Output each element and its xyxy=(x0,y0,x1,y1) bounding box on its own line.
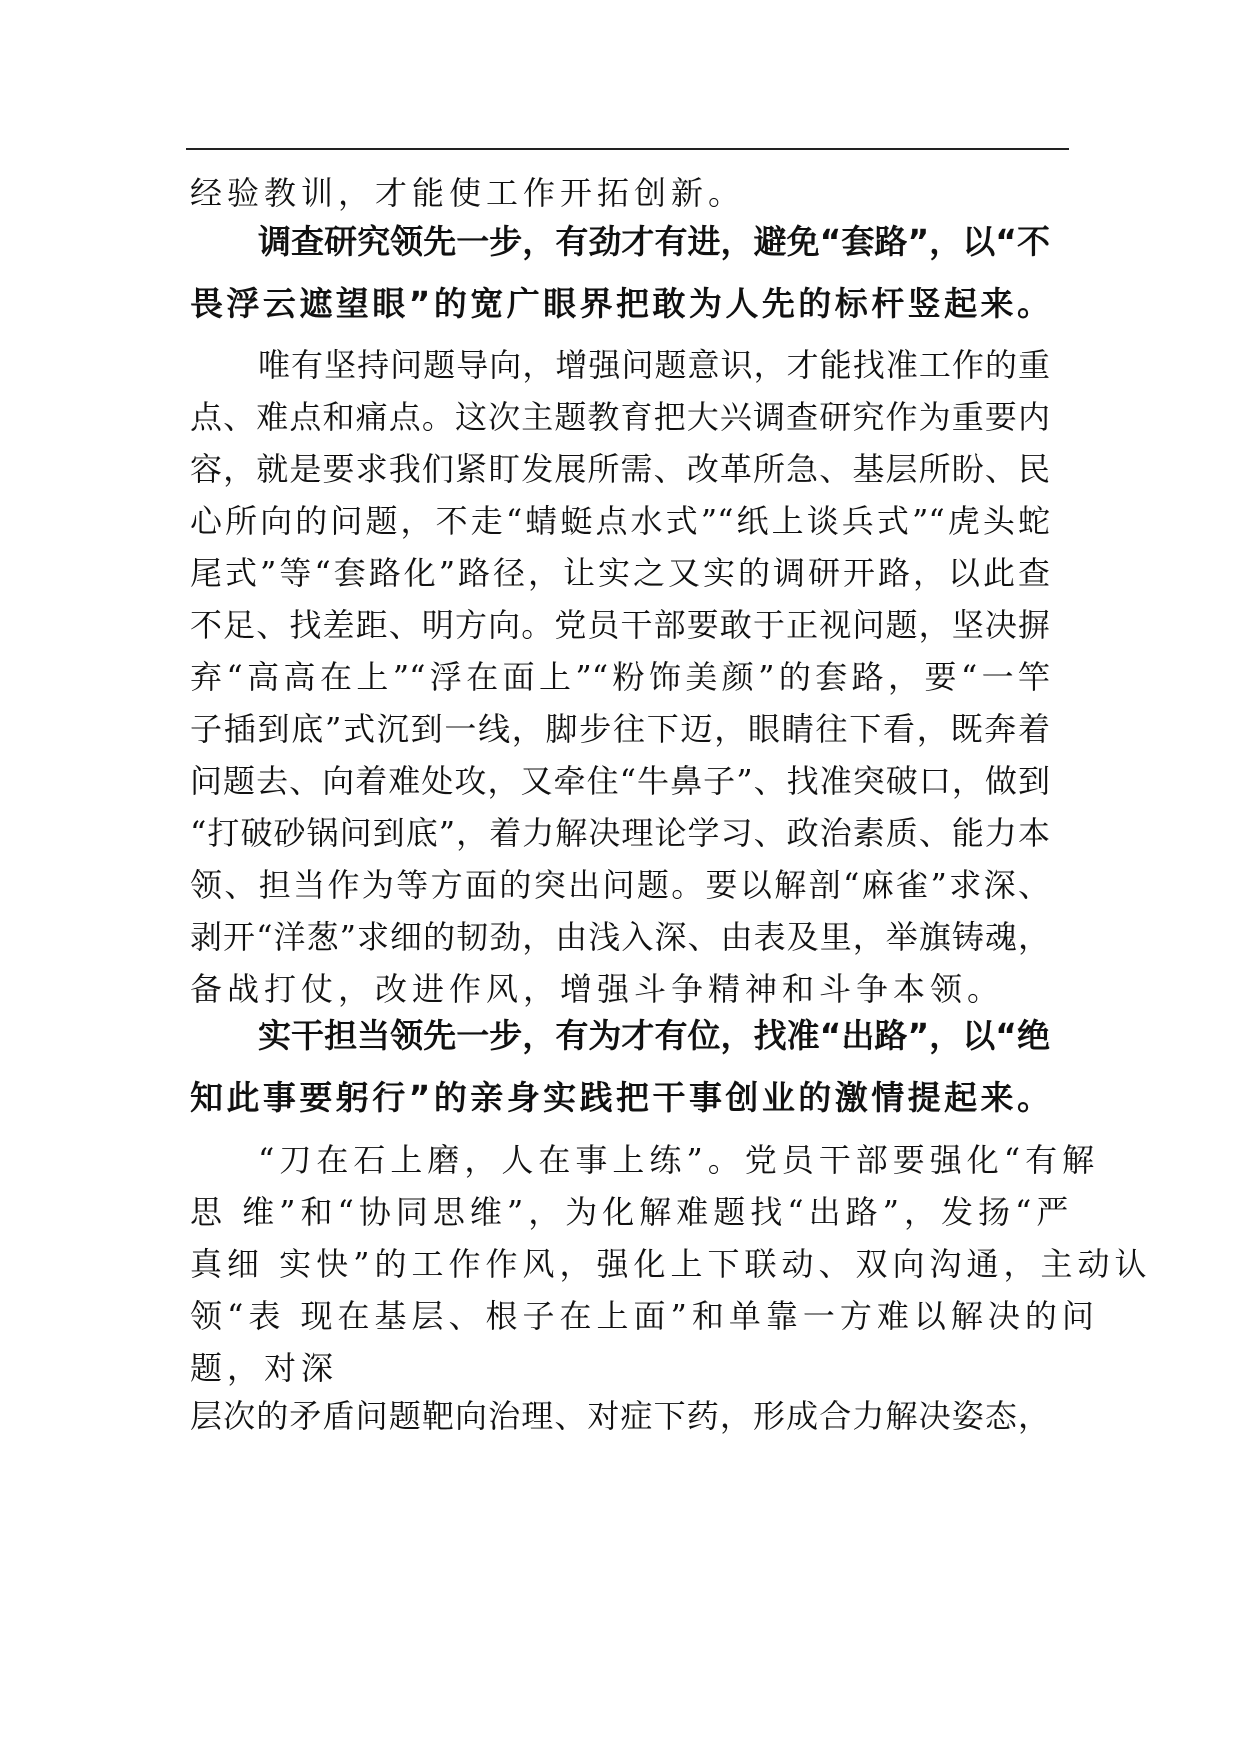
text-line-4: 容，就是要求我们紧盯发展所需、改革所急、基层所盼、民 xyxy=(190,450,1050,488)
text-line-17: 真细 实快”的工作作风，强化上下联动、双向沟通，主动认 xyxy=(190,1245,1152,1283)
bold-heading-line-2: 畏浮云遮望眼”的宽广眼界把敢为人先的标杆竖起来。 xyxy=(190,284,1050,323)
text-line-6: 尾式”等“套路化”路径，让实之又实的调研开路，以此查 xyxy=(190,554,1050,592)
text-line-7: 不足、找差距、明方向。党员干部要敢于正视问题，坚决摒 xyxy=(190,606,1050,644)
text-line-11: “打破砂锅问到底”，着力解决理论学习、政治素质、能力本 xyxy=(190,814,1050,852)
bold-heading-line-4: 知此事要躬行”的亲身实践把干事创业的激情提起来。 xyxy=(190,1078,1050,1117)
text-line-3: 点、难点和痛点。这次主题教育把大兴调查研究作为重要内 xyxy=(190,398,1050,436)
text-line-9: 子插到底”式沉到一线，脚步往下迈，眼睛往下看，既奔着 xyxy=(190,710,1050,748)
text-line-18: 领“表 现在基层、根子在上面”和单靠一方难以解决的问 xyxy=(190,1297,1099,1335)
bold-heading-line-3: 实干担当领先一步，有为才有位，找准“出路”，以“绝 xyxy=(258,1016,1050,1055)
text-line-2: 唯有坚持问题导向，增强问题意识，才能找准工作的重 xyxy=(258,346,1050,384)
header-rule xyxy=(186,148,1069,150)
text-line-16: 思 维”和“协同思维”，为化解难题找“出路”，发扬“严 xyxy=(190,1193,1074,1231)
text-line-5: 心所向的问题，不走“蜻蜓点水式”“纸上谈兵式”“虎头蛇 xyxy=(190,502,1050,540)
text-line-1: 经验教训，才能使工作开拓创新。 xyxy=(190,174,746,212)
text-line-20: 层次的矛盾问题靶向治理、对症下药，形成合力解决姿态， xyxy=(190,1397,1050,1435)
text-line-19: 题，对深 xyxy=(190,1349,339,1387)
text-line-8: 弃“高高在上”“浮在面上”“粉饰美颜”的套路，要“一竿 xyxy=(190,658,1050,696)
text-line-10: 问题去、向着难处攻，又牵住“牛鼻子”、找准突破口，做到 xyxy=(190,762,1050,800)
text-line-13: 剥开“洋葱”求细的韧劲，由浅入深、由表及里，举旗铸魂， xyxy=(190,918,1050,956)
text-line-15: “刀在石上磨，人在事上练”。党员干部要强化“有解 xyxy=(258,1141,1100,1179)
bold-heading-line-1: 调查研究领先一步，有劲才有进，避免“套路”，以“不 xyxy=(258,222,1050,261)
text-line-12: 领、担当作为等方面的突出问题。要以解剖“麻雀”求深、 xyxy=(190,866,1050,904)
text-line-14: 备战打仗，改进作风，增强斗争精神和斗争本领。 xyxy=(190,970,1005,1008)
